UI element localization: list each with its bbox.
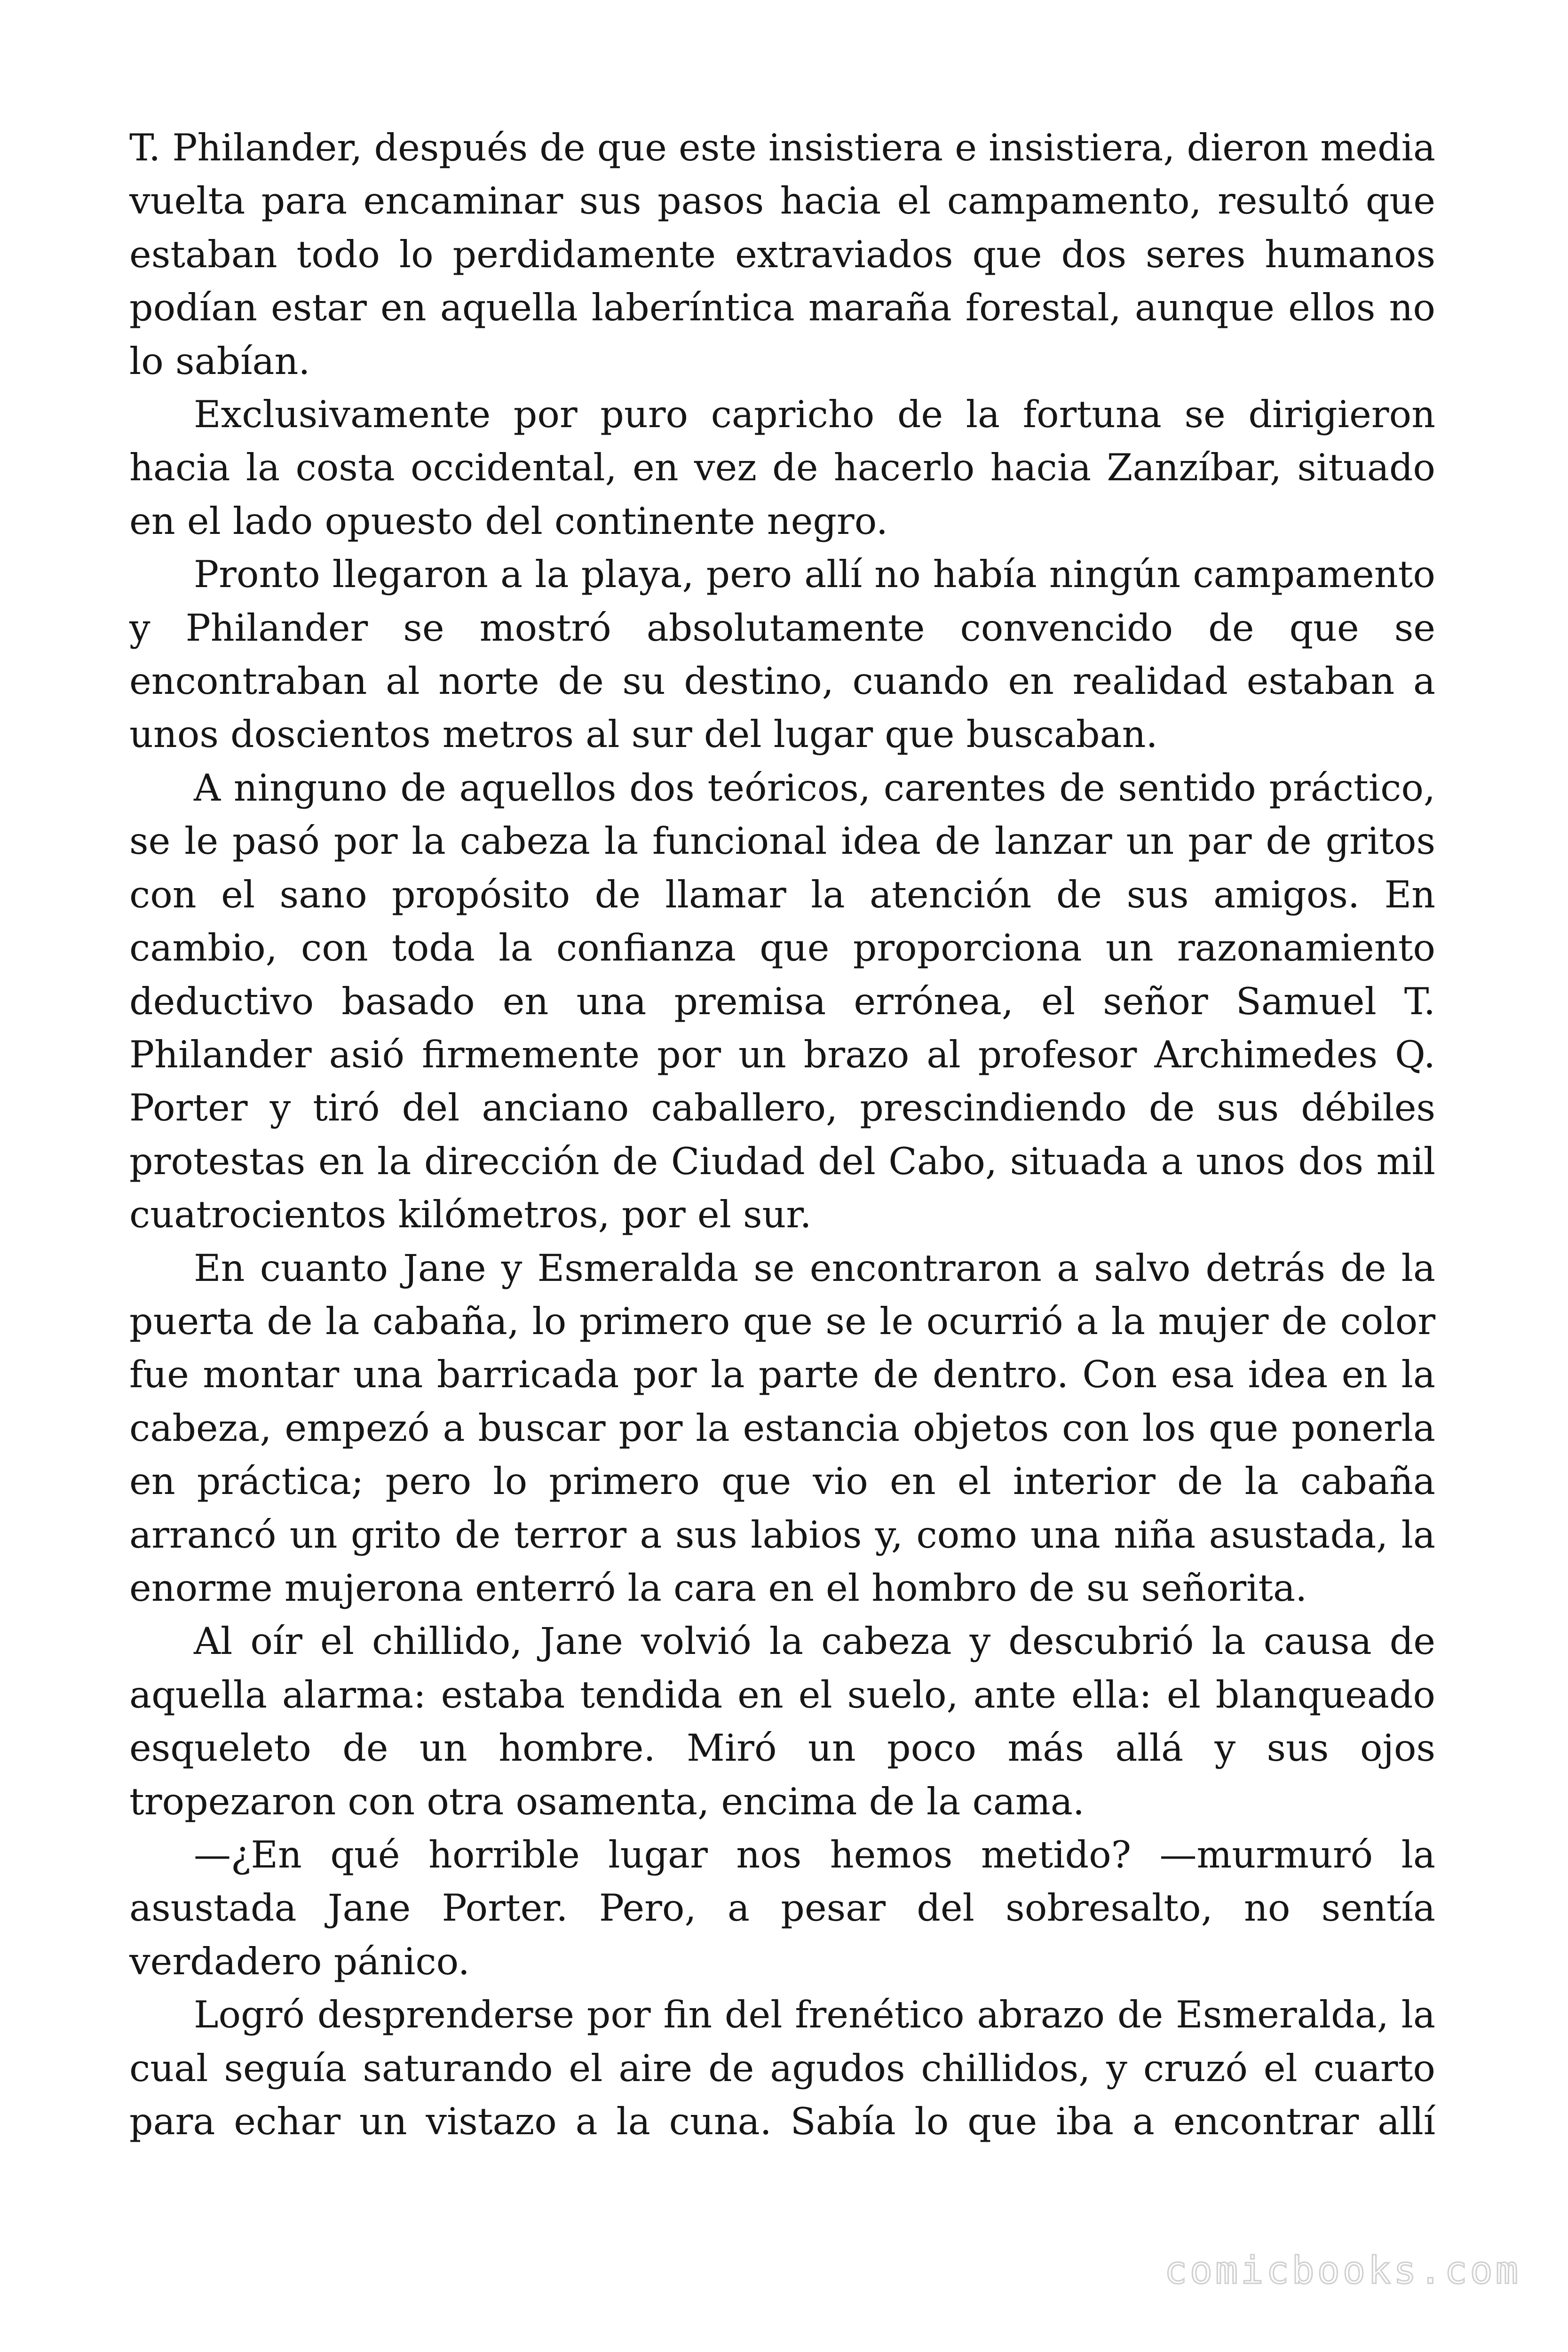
- page-body-text: [129, 121, 1435, 2148]
- paragraph: Logró desprenderse por fin del frenético abrazo de Esmeralda, la cual seguía saturando el aire de agudos chillidos, y cruzó el cuarto para echar un vistazo a la cuna. Sabía lo que iba a encontrar allí: [129, 1993, 1435, 2144]
- paragraph: Al oír el chillido, Jane volvió la cabeza y descubrió la causa de aquella alarma: estaba tendida en el suelo, ante ella: el blanqueado esqueleto de un hombre. Miró un poco más allá y sus ojos tropezaron con otra osamenta, encima de la cama.: [129, 1620, 1435, 1823]
- paragraph: Pronto llegaron a la playa, pero allí no había ningún campamento y Philander se mostró absolutamente convencido de que se encontraban al norte de su destino, cuando en realidad estaban a unos doscientos metros al sur del lugar que buscaban.: [129, 553, 1435, 756]
- watermark: comicbooks.com: [1164, 2249, 1521, 2292]
- paragraph: Exclusivamente por puro capricho de la fortuna se dirigieron hacia la costa occidental, en vez de hacerlo hacia Zanzíbar, situado en el lado opuesto del continente negro.: [129, 393, 1435, 543]
- paragraph: —¿En qué horrible lugar nos hemos metido? —murmuró la asustada Jane Porter. Pero, a pesar del sobresalto, no sentía verdadero pánico.: [129, 1833, 1435, 1983]
- paragraph: A ninguno de aquellos dos teóricos, carentes de sentido práctico, se le pasó por la cabeza la funcional idea de lanzar un par de gritos con el sano propósito de llamar la atención de sus amigos. En cambio, con toda la confianza que proporciona un razonamiento deductivo basado en una premisa errónea, el señor Samuel T. Philander asió firmemente por un brazo al profesor Archimedes Q. Porter y tiró del anciano caballero, prescindiendo de sus débiles protestas en la dirección de Ciudad del Cabo, situada a unos dos mil cuatrocientos kilómetros, por el sur.: [129, 766, 1435, 1237]
- paragraph: En cuanto Jane y Esmeralda se encontraron a salvo detrás de la puerta de la cabaña, lo primero que se le ocurrió a la mujer de color fue montar una barricada por la parte de dentro. Con esa idea en la cabeza, empezó a buscar por la estancia objetos con los que ponerla en práctica; pero lo primero que vio en el interior de la cabaña arrancó un grito de terror a sus labios y, como una niña asustada, la enorme mujerona enterró la cara en el hombro de su señorita.: [129, 1246, 1435, 1610]
- paragraph: T. Philander, después de que este insistiera e insistiera, dieron media vuelta para encaminar sus pasos hacia el campamento, resultó que estaban todo lo perdidamente extraviados que dos seres humanos podían estar en aquella laberíntica maraña forestal, aunque ellos no lo sabían.: [129, 126, 1435, 383]
